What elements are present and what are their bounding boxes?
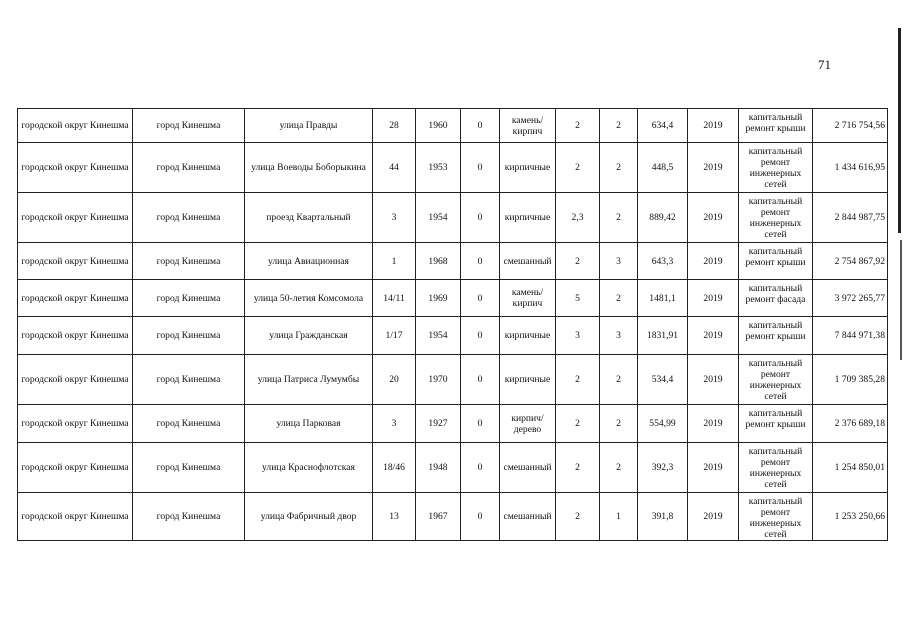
table-row — [18, 109, 888, 143]
area-cell: 889,42 — [638, 193, 688, 243]
entrances-cell: 2 — [600, 443, 638, 493]
district-cell: городской округ Кинешма — [18, 109, 133, 143]
house-number-cell: 13 — [373, 493, 416, 541]
floors-cell: 2 — [556, 493, 600, 541]
plan-year-cell: 2019 — [688, 493, 739, 541]
entrances-cell: 2 — [600, 143, 638, 193]
area-cell: 448,5 — [638, 143, 688, 193]
floors-cell: 2 — [556, 243, 600, 280]
scan-edge-shadow — [898, 28, 901, 233]
table-row — [18, 280, 888, 317]
street-cell: улица Гражданская — [245, 317, 373, 355]
street-cell: улица Авиационная — [245, 243, 373, 280]
table-row — [18, 355, 888, 405]
district-cell: городской округ Кинешма — [18, 243, 133, 280]
street-cell: улица Правды — [245, 109, 373, 143]
street-cell: улица Краснофлотская — [245, 443, 373, 493]
entrances-cell: 3 — [600, 317, 638, 355]
floors-cell: 3 — [556, 317, 600, 355]
work-type-cell: капитальный ремонт крыши — [739, 109, 813, 143]
build-year-cell: 1953 — [416, 143, 461, 193]
work-type-cell: капитальный ремонт инженерных сетей — [739, 143, 813, 193]
wall-material-cell: смешанный — [500, 493, 556, 541]
zero-value-cell: 0 — [461, 443, 500, 493]
city-cell: город Кинешма — [133, 109, 245, 143]
district-cell: городской округ Кинешма — [18, 280, 133, 317]
wall-material-cell: кирпичные — [500, 193, 556, 243]
work-type-cell: капитальный ремонт крыши — [739, 405, 813, 443]
build-year-cell: 1960 — [416, 109, 461, 143]
house-number-cell: 18/46 — [373, 443, 416, 493]
table-row — [18, 493, 888, 541]
table-row — [18, 443, 888, 493]
area-cell: 391,8 — [638, 493, 688, 541]
city-cell: город Кинешма — [133, 317, 245, 355]
area-cell: 392,3 — [638, 443, 688, 493]
zero-value-cell: 0 — [461, 405, 500, 443]
house-number-cell: 1 — [373, 243, 416, 280]
area-cell: 1481,1 — [638, 280, 688, 317]
plan-year-cell: 2019 — [688, 355, 739, 405]
entrances-cell: 2 — [600, 405, 638, 443]
zero-value-cell: 0 — [461, 493, 500, 541]
area-cell: 534,4 — [638, 355, 688, 405]
plan-year-cell: 2019 — [688, 109, 739, 143]
city-cell: город Кинешма — [133, 443, 245, 493]
floors-cell: 2 — [556, 355, 600, 405]
street-cell: проезд Квартальный — [245, 193, 373, 243]
cost-cell: 1 254 850,01 — [813, 443, 888, 493]
city-cell: город Кинешма — [133, 280, 245, 317]
entrances-cell: 1 — [600, 493, 638, 541]
zero-value-cell: 0 — [461, 143, 500, 193]
district-cell: городской округ Кинешма — [18, 143, 133, 193]
work-type-cell: капитальный ремонт крыши — [739, 317, 813, 355]
street-cell: улица Патриса Лумумбы — [245, 355, 373, 405]
cost-cell: 1 253 250,66 — [813, 493, 888, 541]
build-year-cell: 1927 — [416, 405, 461, 443]
cost-cell: 2 716 754,56 — [813, 109, 888, 143]
page-number: 71 — [818, 57, 831, 72]
build-year-cell: 1954 — [416, 317, 461, 355]
zero-value-cell: 0 — [461, 317, 500, 355]
plan-year-cell: 2019 — [688, 443, 739, 493]
wall-material-cell: камень/кирпич — [500, 109, 556, 143]
city-cell: город Кинешма — [133, 193, 245, 243]
work-type-cell: капитальный ремонт инженерных сетей — [739, 493, 813, 541]
city-cell: город Кинешма — [133, 243, 245, 280]
cost-cell: 2 376 689,18 — [813, 405, 888, 443]
cost-cell: 2 844 987,75 — [813, 193, 888, 243]
build-year-cell: 1970 — [416, 355, 461, 405]
plan-year-cell: 2019 — [688, 193, 739, 243]
plan-year-cell: 2019 — [688, 405, 739, 443]
zero-value-cell: 0 — [461, 109, 500, 143]
work-type-cell: капитальный ремонт крыши — [739, 243, 813, 280]
entrances-cell: 2 — [600, 355, 638, 405]
building-repair-table — [17, 108, 888, 541]
cost-cell: 7 844 971,38 — [813, 317, 888, 355]
district-cell: городской округ Кинешма — [18, 405, 133, 443]
wall-material-cell: кирпичные — [500, 317, 556, 355]
street-cell: улица Воеводы Боборыкина — [245, 143, 373, 193]
zero-value-cell: 0 — [461, 243, 500, 280]
plan-year-cell: 2019 — [688, 280, 739, 317]
cost-cell: 1 709 385,28 — [813, 355, 888, 405]
street-cell: улица Парковая — [245, 405, 373, 443]
house-number-cell: 3 — [373, 405, 416, 443]
area-cell: 1831,91 — [638, 317, 688, 355]
zero-value-cell: 0 — [461, 280, 500, 317]
table-body — [18, 109, 888, 541]
house-number-cell: 14/11 — [373, 280, 416, 317]
floors-cell: 2 — [556, 109, 600, 143]
build-year-cell: 1954 — [416, 193, 461, 243]
plan-year-cell: 2019 — [688, 243, 739, 280]
scan-edge-shadow-lower — [900, 240, 902, 360]
house-number-cell: 3 — [373, 193, 416, 243]
cost-cell: 1 434 616,95 — [813, 143, 888, 193]
street-cell: улица 50-летия Комсомола — [245, 280, 373, 317]
wall-material-cell: кирпичные — [500, 143, 556, 193]
table-row — [18, 243, 888, 280]
wall-material-cell: смешанный — [500, 443, 556, 493]
city-cell: город Кинешма — [133, 355, 245, 405]
entrances-cell: 3 — [600, 243, 638, 280]
district-cell: городской округ Кинешма — [18, 317, 133, 355]
entrances-cell: 2 — [600, 109, 638, 143]
cost-cell: 2 754 867,92 — [813, 243, 888, 280]
area-cell: 634,4 — [638, 109, 688, 143]
district-cell: городской округ Кинешма — [18, 193, 133, 243]
house-number-cell: 20 — [373, 355, 416, 405]
floors-cell: 2,3 — [556, 193, 600, 243]
district-cell: городской округ Кинешма — [18, 355, 133, 405]
build-year-cell: 1967 — [416, 493, 461, 541]
area-cell: 554,99 — [638, 405, 688, 443]
work-type-cell: капитальный ремонт инженерных сетей — [739, 355, 813, 405]
house-number-cell: 44 — [373, 143, 416, 193]
plan-year-cell: 2019 — [688, 317, 739, 355]
entrances-cell: 2 — [600, 193, 638, 243]
work-type-cell: капитальный ремонт инженерных сетей — [739, 443, 813, 493]
wall-material-cell: кирпич/дерево — [500, 405, 556, 443]
city-cell: город Кинешма — [133, 405, 245, 443]
work-type-cell: капитальный ремонт фасада — [739, 280, 813, 317]
table-row — [18, 317, 888, 355]
district-cell: городской округ Кинешма — [18, 493, 133, 541]
floors-cell: 2 — [556, 443, 600, 493]
floors-cell: 5 — [556, 280, 600, 317]
table-row — [18, 143, 888, 193]
wall-material-cell: смешанный — [500, 243, 556, 280]
district-cell: городской округ Кинешма — [18, 443, 133, 493]
table-row — [18, 193, 888, 243]
floors-cell: 2 — [556, 143, 600, 193]
zero-value-cell: 0 — [461, 355, 500, 405]
plan-year-cell: 2019 — [688, 143, 739, 193]
table-row — [18, 405, 888, 443]
house-number-cell: 1/17 — [373, 317, 416, 355]
build-year-cell: 1969 — [416, 280, 461, 317]
work-type-cell: капитальный ремонт инженерных сетей — [739, 193, 813, 243]
floors-cell: 2 — [556, 405, 600, 443]
city-cell: город Кинешма — [133, 493, 245, 541]
city-cell: город Кинешма — [133, 143, 245, 193]
house-number-cell: 28 — [373, 109, 416, 143]
street-cell: улица Фабричный двор — [245, 493, 373, 541]
wall-material-cell: камень/кирпич — [500, 280, 556, 317]
build-year-cell: 1968 — [416, 243, 461, 280]
area-cell: 643,3 — [638, 243, 688, 280]
cost-cell: 3 972 265,77 — [813, 280, 888, 317]
wall-material-cell: кирпичные — [500, 355, 556, 405]
entrances-cell: 2 — [600, 280, 638, 317]
zero-value-cell: 0 — [461, 193, 500, 243]
build-year-cell: 1948 — [416, 443, 461, 493]
